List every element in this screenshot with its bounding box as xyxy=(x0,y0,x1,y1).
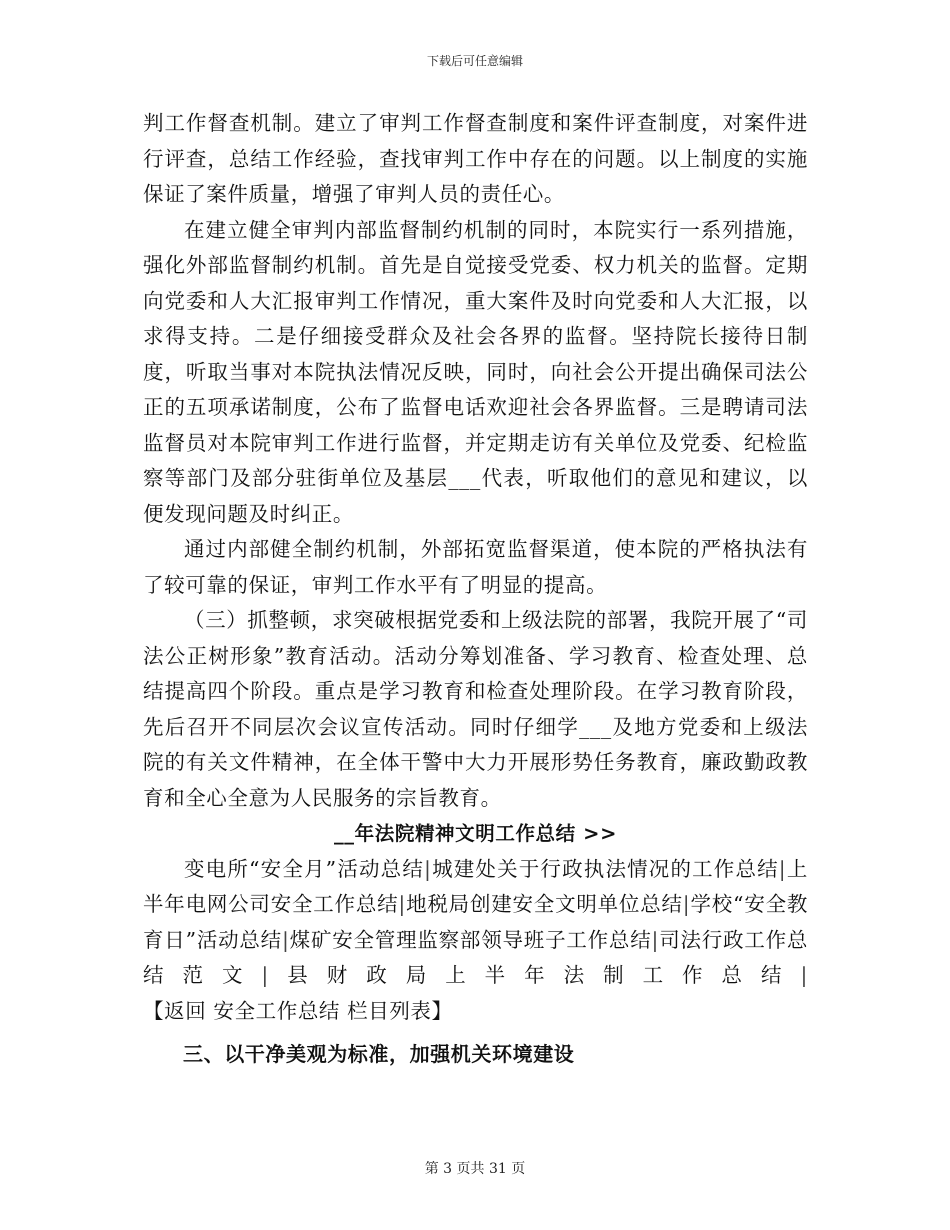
page-number-footer: 第 3 页共 31 页 xyxy=(424,1161,526,1177)
link-separator: | xyxy=(281,927,290,952)
paragraph-continuation: 判工作督查机制。建立了审判工作督查制度和案件评查制度，对案件进行评查，总结工作经验，查找审判工作中存在的问题。以上制度的实施保证了案件质量，增强了审判人员的责任心。 xyxy=(143,111,808,206)
section-heading: 三、以干净美观为标准，加强机关环境建设 xyxy=(183,1042,575,1066)
related-link[interactable]: 县财政局上半年法制工作总结 xyxy=(268,963,801,987)
link-separator: | xyxy=(800,963,808,987)
paragraph-external-supervision: 在建立健全审判内部监督制约机制的同时，本院实行一系列措施，强化外部监督制约机制。首先是自觉接受党委、权力机关的监督。定期向党委和人大汇报审判工作情况，重大案件及时向党委和人大汇报，以求得支持。二是仔细接受群众及社会各界的监督。坚持院长接待日制度，听取当事对本院执法情况反映，同时，向社会公开提出确保司法公正的五项承诺制度，公布了监督电话欢迎社会各界监督。三是聘请司法监督员对本院审判工作进行监督，并定期走访有关单位及党委、纪检监察等部门及部分驻街单位及基层___代表，听取他们的意见和建议，以便发现问题及时纠正。 xyxy=(143,217,808,526)
page-header-note: 下载后可任意编辑 xyxy=(426,54,523,68)
document-body xyxy=(143,106,808,1073)
return-column-list-link[interactable]: 【返回 安全工作总结 栏目列表】 xyxy=(143,998,453,1023)
link-separator: | xyxy=(651,927,660,952)
related-article-title[interactable]: __年法院精神文明工作总结 >> xyxy=(333,822,618,845)
related-link[interactable]: 司法行政工作总结范文 xyxy=(143,927,809,987)
link-separator: | xyxy=(778,856,787,881)
related-link[interactable]: 上半年电网公司安全工作总结 xyxy=(143,856,808,916)
related-link[interactable]: 煤矿安全管理监察部领导班子工作总结 xyxy=(289,927,652,952)
paragraph-rectification: （三）抓整顿，求突破根据党委和上级法院的部署，我院开展了“司法公正树形象”教育活动。活动分筹划准备、学习教育、检查处理、总结提高四个阶段。重点是学习教育和检查处理阶段。在学习教育阶段，先后召开不同层次会议宣传活动。同时仔细学___及地方党委和上级法院的有关文件精神，在全体干警中大力开展形势任务教育，廉政勤政教育和全心全意为人民服务的宗旨教育。 xyxy=(143,608,808,810)
related-link[interactable]: 学校“安全教育日”活动总结 xyxy=(143,892,808,952)
related-link[interactable]: 地税局创建安全文明单位总结 xyxy=(405,892,683,916)
link-separator: | xyxy=(682,892,691,916)
paragraph-summary: 通过内部健全制约机制，外部拓宽监督渠道，使本院的严格执法有了较可靠的保证，审判工作水平有了明显的提高。 xyxy=(143,537,808,597)
link-separator: | xyxy=(261,963,269,987)
related-links-list xyxy=(143,852,808,1030)
link-separator: | xyxy=(398,892,406,916)
link-separator: | xyxy=(424,856,432,881)
related-link[interactable]: 变电所“安全月”活动总结 xyxy=(184,856,424,881)
related-link[interactable]: 城建处关于行政执法情况的工作总结 xyxy=(431,856,779,881)
